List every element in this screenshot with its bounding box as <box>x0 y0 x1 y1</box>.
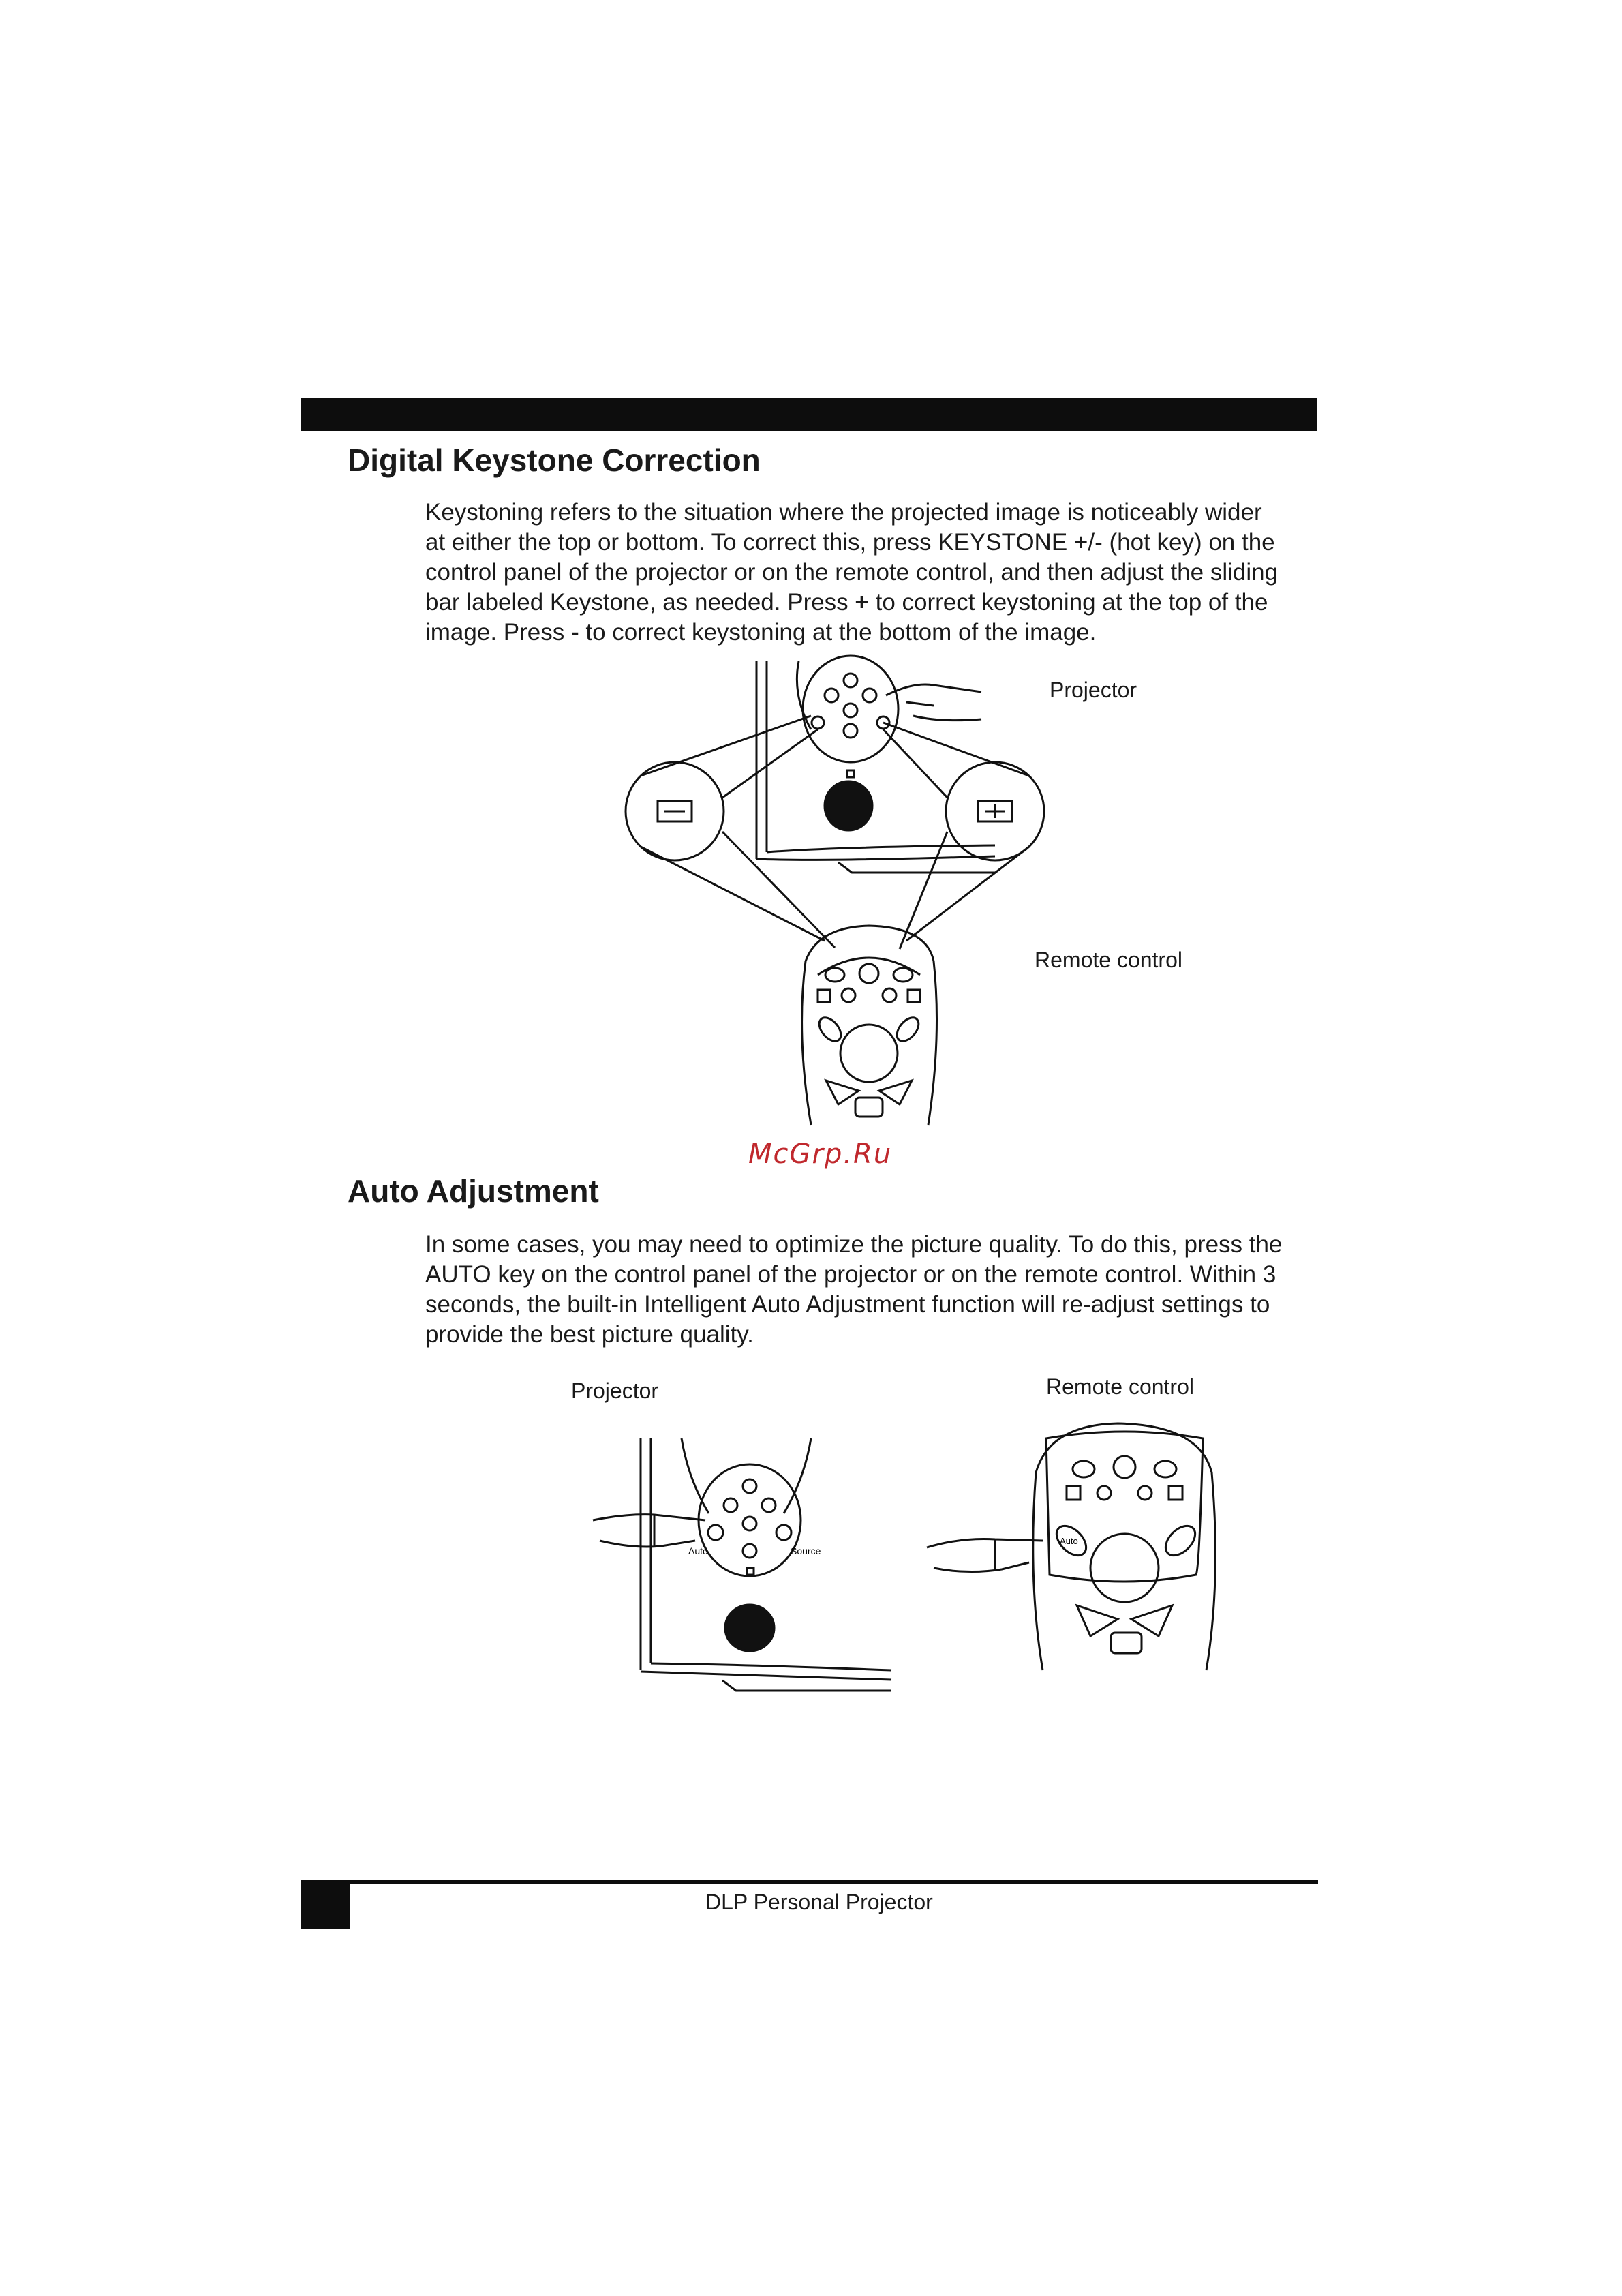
text-span: to correct keystoning at the bottom of the image. <box>579 619 1097 646</box>
text-line: control panel of the projector or on the remote control, and then adjust the sliding <box>425 559 1279 586</box>
auto-projector-figure <box>586 1418 900 1704</box>
footer-rule <box>301 1880 1318 1884</box>
text-line <box>425 588 1304 618</box>
figure-label-remote: Remote control <box>1035 948 1182 972</box>
minus-key-text: - <box>570 619 579 646</box>
page-number-box <box>301 1880 350 1929</box>
text-span: image. Press <box>425 619 571 646</box>
text-span: to correct keystoning at the top of the <box>868 589 1268 616</box>
text-line: seconds, the built-in Intelligent Auto Adjustment function will re-adjust settings to <box>425 1291 1270 1318</box>
text-line: provide the best picture quality. <box>425 1321 754 1348</box>
section-heading-keystone: Digital Keystone Correction <box>348 442 761 478</box>
auto-remote-figure <box>913 1411 1240 1684</box>
hand-icon <box>886 684 981 721</box>
remote-trackball <box>1090 1534 1159 1602</box>
auto-key-icon <box>708 1525 723 1540</box>
auto-key-label: Auto <box>688 1545 708 1556</box>
text-line: at either the top or bottom. To correct this, press KEYSTONE +/- (hot key) on the <box>425 529 1275 556</box>
header-bar <box>301 398 1317 431</box>
figure-label-projector: Projector <box>1050 678 1137 702</box>
remote-trackball <box>840 1025 898 1082</box>
source-key-label: Source <box>791 1545 821 1556</box>
auto-paragraph <box>425 1230 1304 1350</box>
keystone-paragraph <box>425 498 1304 648</box>
hand-icon <box>593 1515 705 1547</box>
auto-figure-label-projector: Projector <box>571 1378 659 1403</box>
watermark-text: McGrp.Ru <box>748 1138 893 1170</box>
plus-key-text: + <box>855 589 869 616</box>
remote-auto-key-label: Auto <box>1060 1536 1078 1546</box>
auto-figure-label-remote: Remote control <box>1046 1374 1194 1399</box>
projector-control-panel <box>803 656 898 762</box>
hand-icon <box>927 1539 1043 1572</box>
text-span: bar labeled Keystone, as needed. Press <box>425 589 855 616</box>
section-heading-auto: Auto Adjustment <box>348 1173 599 1209</box>
text-line <box>425 618 1304 648</box>
projector-control-panel <box>699 1464 801 1576</box>
text-line: AUTO key on the control panel of the projector or on the remote control. Within 3 <box>425 1261 1276 1288</box>
text-line: Keystoning refers to the situation where the projected image is noticeably wider <box>425 499 1262 526</box>
footer-title: DLP Personal Projector <box>705 1890 933 1914</box>
text-line: In some cases, you may need to optimize the picture quality. To do this, press the <box>425 1231 1283 1258</box>
projector-vent <box>825 781 872 830</box>
keystone-figure <box>613 654 1077 1132</box>
